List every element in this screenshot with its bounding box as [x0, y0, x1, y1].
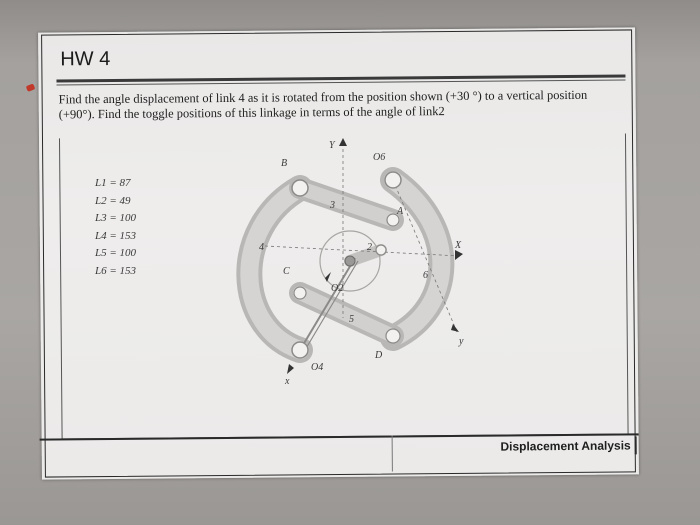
label-c: C — [283, 266, 290, 277]
length-l2: L2 = 49 — [95, 194, 131, 207]
label-link-6: 6 — [423, 270, 428, 281]
label-o6: O6 — [373, 152, 386, 163]
label-b: B — [281, 158, 288, 169]
problem-statement: Find the angle displacement of link 4 as it is rotated from the position shown (+30 °) to a vertical position (+90°). Find the toggle positions of this linkage in terms of the angle of link2 — [58, 87, 588, 121]
y-axis-arrow — [339, 138, 347, 146]
length-l1: L1 = 87 — [95, 177, 131, 189]
joint-o2 — [345, 256, 355, 266]
joint-link2-end — [376, 245, 386, 255]
label-link-2: 2 — [367, 242, 372, 253]
label-y-lower: y — [459, 336, 464, 347]
joint-o6 — [385, 172, 401, 188]
y-lower-arrow — [451, 324, 459, 332]
label-o2: O2 — [331, 283, 344, 294]
joint-c — [294, 287, 306, 299]
joint-d — [386, 329, 400, 343]
length-l6: L6 = 153 — [95, 264, 137, 277]
footer-label: Displacement Analysis — [496, 436, 636, 455]
label-link-4: 4 — [259, 242, 264, 253]
label-x-upper: X — [455, 240, 462, 251]
slide-bullet-marker — [26, 83, 36, 91]
label-y-upper: Y — [329, 140, 335, 151]
label-x-lower: x — [285, 376, 290, 387]
label-a: A — [397, 206, 404, 217]
length-l5: L5 = 100 — [95, 247, 137, 259]
joint-b — [292, 180, 308, 196]
rod-arrow — [325, 272, 331, 282]
label-link-5: 5 — [349, 314, 354, 325]
link-lengths-list — [95, 175, 136, 280]
label-d: D — [375, 350, 383, 361]
slide-title: HW 4 — [60, 47, 111, 71]
length-l3: L3 = 100 — [95, 212, 137, 224]
label-link-3: 3 — [330, 200, 335, 211]
label-o4: O4 — [311, 362, 324, 373]
o4-arrow — [287, 364, 294, 374]
length-l4: L4 = 153 — [95, 229, 137, 242]
linkage-diagram — [215, 118, 485, 393]
joint-o4 — [292, 342, 308, 358]
x-axis-arrow — [455, 250, 463, 260]
